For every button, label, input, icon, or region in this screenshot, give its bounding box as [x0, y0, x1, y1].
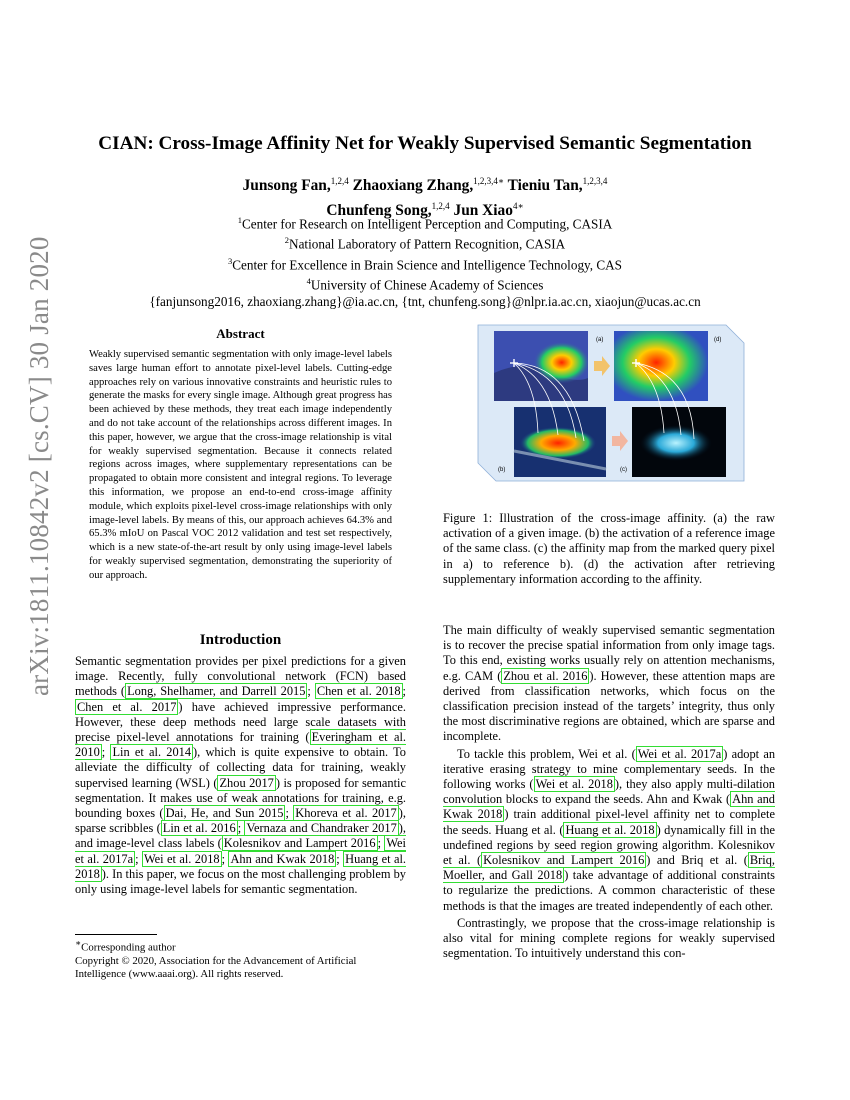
- citation-link[interactable]: Dai, He, and Sun 2015: [165, 806, 284, 821]
- author-name: Tieniu Tan,: [507, 177, 583, 195]
- citation-link[interactable]: Lin et al. 2014: [112, 745, 192, 760]
- panel-a-heat: [494, 331, 588, 401]
- author-affiliation-marker: 4∗: [512, 201, 524, 212]
- author-affiliation-marker: 1,2,4: [330, 176, 349, 186]
- citation-link[interactable]: Ahn and Kwak 2018: [443, 792, 776, 822]
- citation-link[interactable]: Kolesnikov and Lampert 2016: [483, 853, 645, 868]
- author-affiliation-marker: 1,2,3,4∗: [473, 176, 505, 186]
- panel-label-b: (b): [498, 467, 506, 473]
- citation-link[interactable]: Wei et al. 2018: [535, 777, 613, 792]
- author-name: Jun Xiao: [453, 202, 513, 220]
- arxiv-identifier: arXiv:1811.10842v2 [cs.CV] 30 Jan 2020: [24, 236, 54, 696]
- copyright-notice: Copyright © 2020, Association for the Advancement of Artificial Intelligence (www.aaai.org). All rights reserved.: [75, 954, 357, 980]
- citation-link[interactable]: Everingham et al. 2010: [75, 730, 407, 760]
- paper-title: CIAN: Cross-Image Affinity Net for Weakly Supervised Semantic Segmentation: [98, 133, 752, 154]
- panel-label-d: (d): [714, 337, 722, 343]
- affiliation-line: $^2$National Laboratory of Pattern Recognition, CASIA: [284, 235, 566, 252]
- affiliations: [60, 212, 790, 310]
- figure-1-graphic: [476, 323, 746, 483]
- citation-link[interactable]: Vernaza and Chandraker 2017: [246, 821, 397, 836]
- introduction-left-column: [75, 654, 406, 897]
- citation-link[interactable]: Huang et al. 2018: [565, 822, 655, 837]
- authors-line-1: [60, 171, 790, 196]
- abstract-heading: Abstract: [216, 326, 265, 341]
- panel-label-c: (c): [620, 467, 627, 473]
- panel-c-glow: [640, 425, 712, 461]
- introduction-paragraph: Semantic segmentation provides per pixel predictions for a given image. Recently, fully convolutional network (FCN) based methods ( Long, Shelhamer, and Darrell 2015 ; Chen et al. 2018 ; Chen et al. 2017 ) have achieved impressive performance. However, these deep methods need large scale datasets with precise pixel-level annotations for training ( Everingham et al. 2010 ; Lin et al. 2014 ), which is quite expensive to obtain. To alleviate the difficulty of collecting data for training, weakly supervised learning (WSL) ( Zhou 2017 ) is proposed for semantic segmentation. It makes use of weak annotations for training, e.g. bounding boxes ( Dai, He, and Sun 2015 ; Khoreva et al. 2017 ), sparse scribbles ( Lin et al. 2016 ; Vernaza and Chandraker 2017 ), and image-level class labels ( Kolesnikov and Lampert 2016 ; Wei et al. 2017a ; Wei et al. 2018 ; Ahn and Kwak 2018 ; Huang et al. 2018 ). In this paper, we focus on the most challenging problem by only using image-level labels for semantic segmentation.: [75, 654, 407, 897]
- citation-link[interactable]: Kolesnikov and Lampert 2016: [223, 836, 376, 851]
- citation-link[interactable]: Wei et al. 2017a: [637, 746, 722, 761]
- citation-link[interactable]: Wei et al. 2017a: [75, 836, 406, 866]
- introduction-right-column: [443, 623, 775, 961]
- introduction-paragraph: Contrastingly, we propose that the cross-image relationship is also vital for mining complete regions for weakly supervised segmentation. To intuitively understand this con-: [443, 915, 775, 961]
- citation-link[interactable]: Wei et al. 2018: [143, 851, 220, 866]
- panel-label-a: (a): [596, 337, 604, 343]
- citation-link[interactable]: Huang et al. 2018: [75, 851, 406, 881]
- abstract-text: Weakly supervised semantic segmentation with only image-level labels saves large human effort to annotate pixel-level labels. Cutting-edge approaches rely on various innovative constraints and heuristic rules to generate the masks for every single image. Although great progress has been achieved by these methods, they treat each image independently and do not take account of the relationships across different images. In this paper, however, we argue that the cross-image relationship is vital for weakly supervised segmentation. Because it connects related regions across images, where supplementary representations can be propagated to obtain more consistent and integral regions. To leverage this information, we propose an end-to-end cross-image affinity module, which exploits pixel-level cross-image relationships with only image-level labels. By means of this, our approach achieves 64.3% and 65.3% mIoU on Pascal VOC 2012 validation and test set respectively, which is a new state-of-the-art result by only using image-level labels for weakly supervised segmentation, demonstrating the superiority of our approach.: [89, 349, 392, 581]
- introduction-paragraph: To tackle this problem, Wei et al. ( Wei et al. 2017a ) adopt an iterative erasing strategy to mine complementary seeds. In the following works ( Wei et al. 2018 ), they also apply multi-dilation convolution blocks to expand the seeds. Ahn and Kwak ( Ahn and Kwak 2018 ) train additional pixel-level affinity net to complete the seeds. Huang et al. ( Huang et al. 2018 ) dynamically fill in the undefined regions by seed region growing algorithm. Kolesnikov et al. ( Kolesnikov and Lampert 2016 ) and Briq et al. ( Briq, Moeller, and Gall 2018 ) take advantage of additional constraints to regularize the predictions. A common characteristic of these methods is that the images are treated independently of each other.: [443, 746, 776, 913]
- citation-link[interactable]: Zhou et al. 2016: [503, 668, 588, 683]
- citation-link[interactable]: Zhou 2017: [219, 775, 274, 790]
- author-name: Zhaoxiang Zhang,: [352, 177, 474, 195]
- footnote-rule: [75, 934, 157, 935]
- figure-1: [476, 323, 746, 483]
- corresponding-author-note: ∗Corresponding author: [75, 938, 176, 954]
- author-affiliation-marker: 1,2,3,4: [582, 176, 608, 186]
- author-affiliation-marker: 1,2,4: [431, 201, 450, 212]
- citation-link[interactable]: Khoreva et al. 2017: [295, 806, 397, 821]
- affiliation-line: $^4$University of Chinese Academy of Sciences: [306, 276, 544, 293]
- citation-link[interactable]: Lin et al. 2016: [162, 821, 236, 836]
- author-name: Chunfeng Song,: [326, 202, 432, 220]
- footnote: [75, 937, 406, 981]
- introduction-paragraph: The main difficulty of weakly supervised semantic segmentation is to recover the precise spatial information from only image tags. To this end, existing works usually rely on attention mechanisms, e.g. CAM ( Zhou et al. 2016 ). However, these attention maps are derived from classification networks, which focus on the classification precision instead of the targets’ integrity, thus only the most discriminative regions are obtained, which are sparse and incomplete.: [443, 623, 775, 744]
- citation-link[interactable]: Ahn and Kwak 2018: [230, 851, 335, 866]
- citation-link[interactable]: Chen et al. 2017: [77, 699, 177, 714]
- citation-link[interactable]: Chen et al. 2018: [316, 684, 401, 699]
- affiliation-line: $^1$Center for Research on Intelligent Perception and Computing, CASIA: [237, 215, 613, 232]
- author-name: Junsong Fan,: [242, 177, 331, 195]
- introduction-heading: Introduction: [199, 632, 282, 648]
- panel-d-image: [614, 331, 708, 401]
- citation-link[interactable]: Long, Shelhamer, and Darrell 2015: [127, 684, 306, 699]
- author-emails: {fanjunsong2016, zhaoxiang.zhang}@ia.ac.cn, {tnt, chunfeng.song}@nlpr.ia.ac.cn, xiaojun@ucas.ac.cn: [149, 293, 701, 309]
- figure-caption: Figure 1: Illustration of the cross-image affinity. (a) the raw activation of a given image. (b) the activation of a reference image of the same class. (c) the affinity map from the marked query pixel in a) to reference b). (d) the activation after retrieving supplementary information according to the affinity.: [443, 511, 775, 586]
- citation-link[interactable]: Briq, Moeller, and Gall 2018: [443, 853, 775, 883]
- affiliation-line: $^3$Center for Excellence in Brain Science and Intelligence Technology, CAS: [227, 255, 623, 273]
